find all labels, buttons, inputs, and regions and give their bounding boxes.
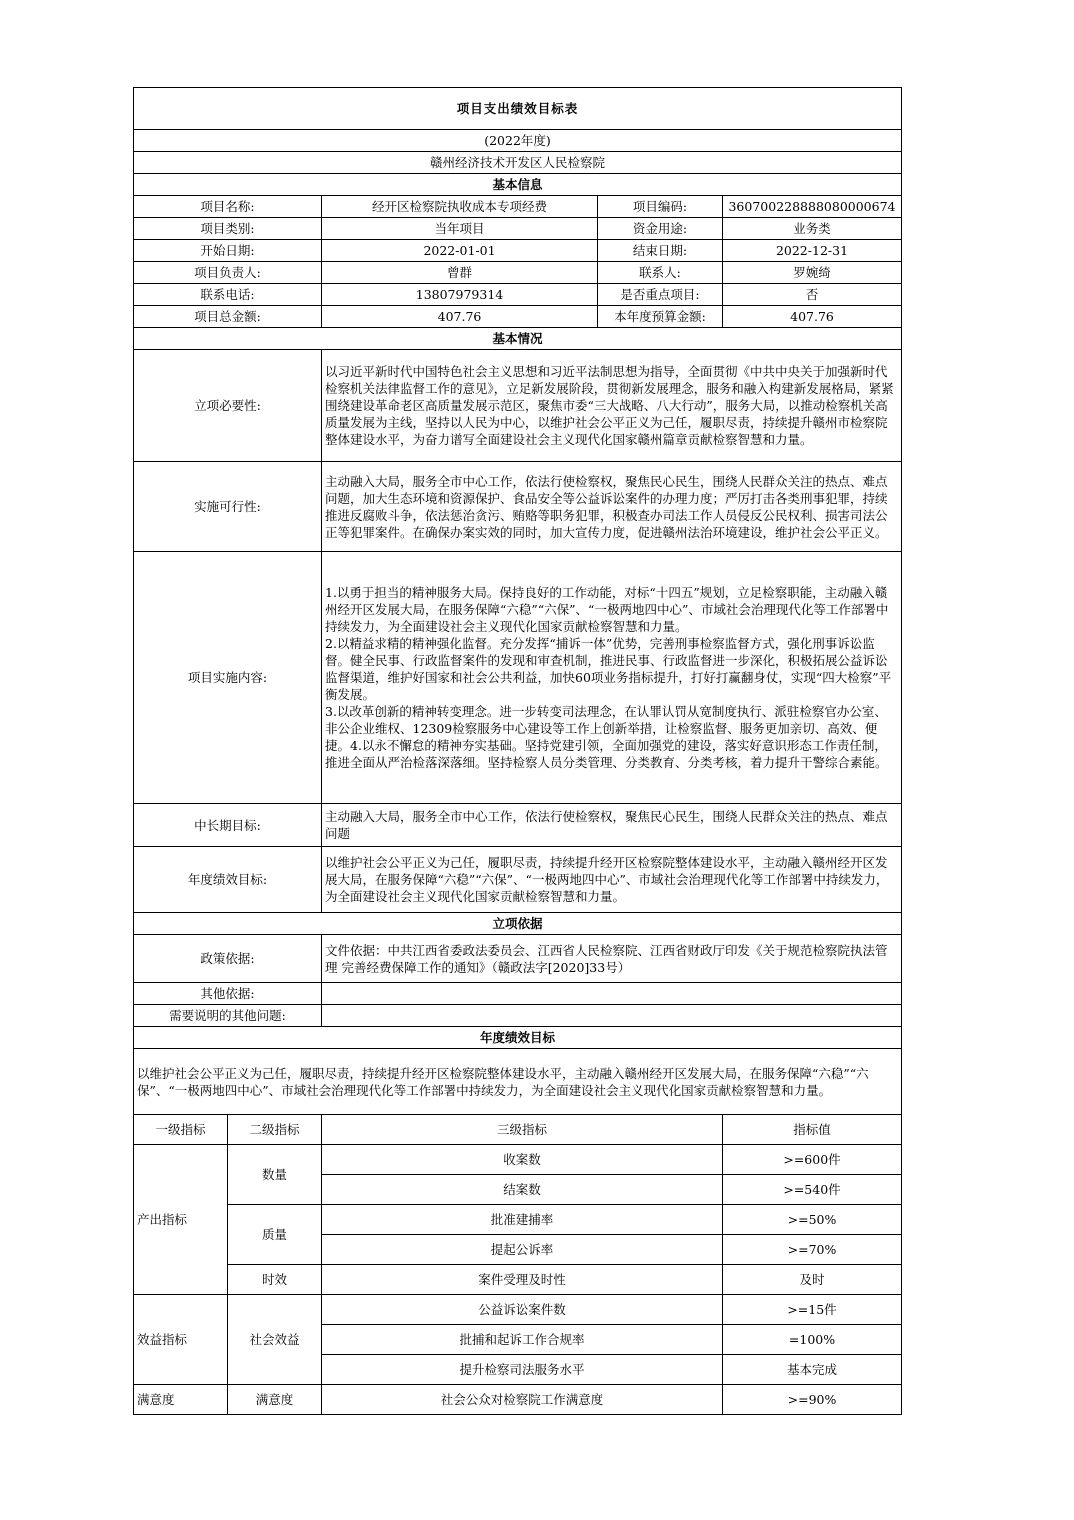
- indicator-value: >=540件: [723, 1175, 902, 1205]
- section-basic-info: 基本信息: [134, 174, 902, 196]
- level2-quality: 质量: [228, 1205, 322, 1265]
- table-row: [134, 1145, 902, 1175]
- content-item-1: 1.以勇于担当的精神服务大局。保持良好的工作动能，对标“十四五”规划，立足检察职能，主动融入赣州经开区发展大局，在服务保障“六稳”“六保”、“一极两地四中心”、市域社会治理现代化等工作部署中持续发力，为全面建设社会主义现代化国家贡献检察智慧和力量。: [325, 585, 889, 634]
- midlong-target-text: 主动融入大局，服务全市中心工作，依法行使检察权，聚焦民心民生，围绕人民群众关注的热点、难点问题: [322, 804, 902, 847]
- project-code-value: 360700228888080000674: [723, 196, 902, 218]
- indicator-name: 结案数: [322, 1175, 723, 1205]
- project-name-value: 经开区检察院执收成本专项经费: [322, 196, 598, 218]
- level2-satisfaction: 满意度: [228, 1385, 322, 1415]
- end-date-value: 2022-12-31: [723, 240, 902, 262]
- content-label: 项目实施内容:: [134, 552, 322, 804]
- end-date-label: 结束日期:: [598, 240, 723, 262]
- info-row: [134, 196, 902, 218]
- annual-target-summary: 以维护社会公平正义为己任，履职尽责，持续提升经开区检察院整体建设水平，主动融入赣州经开区发展大局，在服务保障“六稳”“六保”、“一极两地四中心”、市域社会治理现代化等工作部署中持续发力，为全面建设社会主义现代化国家贡献检察智慧和力量。: [134, 1049, 902, 1115]
- content-item-2: 2.以精益求精的精神强化监督。充分发挥“捕诉一体”优势，完善刑事检察监督方式，强化刑事诉讼监督。健全民事、行政监督案件的发现和审查机制，推进民事、行政监督进一步深化，积极拓展公益诉讼监督渠道，维护好国家和社会公共利益，加快60项业务指标提升，打好打赢翻身仗，实现“四大检察”平衡发展。: [325, 636, 892, 702]
- table-row: [134, 1385, 902, 1415]
- indicator-value: 及时: [723, 1265, 902, 1295]
- info-row: [134, 306, 902, 328]
- indicator-name: 提起公诉率: [322, 1235, 723, 1265]
- necessity-text: 以习近平新时代中国特色社会主义思想和习近平法制思想为指导，全面贯彻《中共中央关于加强新时代检察机关法律监督工作的意见》，立足新发展阶段，贯彻新发展理念，服务和融入构建新发展格局，紧紧围绕建设革命老区高质量发展示范区，聚焦市委“三大战略、八大行动”，服务大局，以推动检察机关高质量发展为主线，坚持以人民为中心，以维护社会公平正义为己任，履职尽责，持续提升赣州市检察院整体建设水平，为奋力谱写全面建设社会主义现代化国家赣州篇章贡献检察智慧和力量。: [322, 350, 902, 462]
- leader-label: 项目负责人:: [134, 262, 322, 284]
- other-issues-value: [322, 1005, 902, 1027]
- info-row: [134, 262, 902, 284]
- indicator-value: >=15件: [723, 1295, 902, 1325]
- level1-satisfaction: 满意度: [134, 1385, 228, 1415]
- leader-value: 曾群: [322, 262, 598, 284]
- policy-basis-text: 文件依据：中共江西省委政法委员会、江西省人民检察院、江西省财政厅印发《关于规范检察院执法管理 完善经费保障工作的通知》（赣政法字[2020]33号）: [322, 935, 902, 983]
- feasibility-text: 主动融入大局，服务全市中心工作，依法行使检察权，聚焦民心民生，围绕人民群众关注的热点、难点问题，加大生态环境和资源保护、食品安全等公益诉讼案件的办理力度；严厉打击各类刑事犯罪，持续推进反腐败斗争，依法惩治贪污、贿赂等职务犯罪，积极查办司法工作人员侵反公民权利、损害司法公正等犯罪案件。在确保办案实效的同时，加大宣传力度，促进赣州法治环境建设，维护社会公平正义。: [322, 462, 902, 552]
- level1-output: 产出指标: [134, 1145, 228, 1295]
- project-name-label: 项目名称:: [134, 196, 322, 218]
- indicator-name: 提升检察司法服务水平: [322, 1355, 723, 1385]
- info-row: [134, 240, 902, 262]
- content-text: [322, 552, 902, 804]
- table-row: [134, 1265, 902, 1295]
- section-basis: 立项依据: [134, 913, 902, 935]
- other-basis-label: 其他依据:: [134, 983, 322, 1005]
- header-level1: 一级指标: [134, 1115, 228, 1145]
- project-type-value: 当年项目: [322, 218, 598, 240]
- project-code-label: 项目编码:: [598, 196, 723, 218]
- table-row: [134, 1295, 902, 1325]
- fund-use-value: 业务类: [723, 218, 902, 240]
- start-date-value: 2022-01-01: [322, 240, 598, 262]
- indicator-value: 基本完成: [723, 1355, 902, 1385]
- indicator-name: 批准建捕率: [322, 1205, 723, 1235]
- page-title: 项目支出绩效目标表: [134, 88, 902, 130]
- header-level2: 二级指标: [228, 1115, 322, 1145]
- indicator-name: 案件受理及时性: [322, 1265, 723, 1295]
- header-value: 指标值: [723, 1115, 902, 1145]
- policy-basis-label: 政策依据:: [134, 935, 322, 983]
- project-type-label: 项目类别:: [134, 218, 322, 240]
- content-item-3: 3.以改革创新的精神转变理念。进一步转变司法理念，在认罪认罚从宽制度执行、派驻检察官办公室、非公企业维权、12309检察服务中心建设等工作上创新举措，让检察监督、服务更加亲切、高效、便捷。4.以永不懈怠的精神夯实基础。坚持党建引领，全面加强党的建设，落实好意识形态工作责任制，推进全面从严治检落深落细。坚持检察人员分类管理、分类教育、分类考核，着力提升干警综合素能。: [325, 704, 888, 770]
- performance-target-table: [133, 87, 902, 1415]
- fund-use-label: 资金用途:: [598, 218, 723, 240]
- annual-budget-value: 407.76: [723, 306, 902, 328]
- level2-timeliness: 时效: [228, 1265, 322, 1295]
- level2-social: 社会效益: [228, 1295, 322, 1385]
- table-row: [134, 1205, 902, 1235]
- start-date-label: 开始日期:: [134, 240, 322, 262]
- section-annual-target: 年度绩效目标: [134, 1027, 902, 1049]
- indicator-name: 社会公众对检察院工作满意度: [322, 1385, 723, 1415]
- other-issues-label: 需要说明的其他问题:: [134, 1005, 322, 1027]
- annual-budget-label: 本年度预算金额:: [598, 306, 723, 328]
- indicator-value: >=70%: [723, 1235, 902, 1265]
- organization-name: 赣州经济技术开发区人民检察院: [134, 152, 902, 174]
- midlong-target-label: 中长期目标:: [134, 804, 322, 847]
- phone-label: 联系电话:: [134, 284, 322, 306]
- info-row: [134, 284, 902, 306]
- phone-value: 13807979314: [322, 284, 598, 306]
- info-row: [134, 218, 902, 240]
- fiscal-year: (2022年度): [134, 130, 902, 152]
- indicator-value: >=50%: [723, 1205, 902, 1235]
- level2-quantity: 数量: [228, 1145, 322, 1205]
- indicator-value: >=600件: [723, 1145, 902, 1175]
- indicator-name: 批捕和起诉工作合规率: [322, 1325, 723, 1355]
- indicator-name: 公益诉讼案件数: [322, 1295, 723, 1325]
- key-project-label: 是否重点项目:: [598, 284, 723, 306]
- feasibility-label: 实施可行性:: [134, 462, 322, 552]
- indicator-header-row: [134, 1115, 902, 1145]
- necessity-label: 立项必要性:: [134, 350, 322, 462]
- annual-target-label: 年度绩效目标:: [134, 847, 322, 913]
- total-amount-label: 项目总金额:: [134, 306, 322, 328]
- total-amount-value: 407.76: [322, 306, 598, 328]
- annual-target-text: 以维护社会公平正义为己任，履职尽责，持续提升经开区检察院整体建设水平，主动融入赣州经开区发展大局，在服务保障“六稳”“六保”、“一极两地四中心”、市域社会治理现代化等工作部署中持续发力，为全面建设社会主义现代化国家贡献检察智慧和力量。: [322, 847, 902, 913]
- indicator-value: =100%: [723, 1325, 902, 1355]
- section-basic-situation: 基本情况: [134, 328, 902, 350]
- contact-value: 罗婉绮: [723, 262, 902, 284]
- key-project-value: 否: [723, 284, 902, 306]
- level1-benefit: 效益指标: [134, 1295, 228, 1385]
- header-level3: 三级指标: [322, 1115, 723, 1145]
- contact-label: 联系人:: [598, 262, 723, 284]
- indicator-value: >=90%: [723, 1385, 902, 1415]
- other-basis-value: [322, 983, 902, 1005]
- indicator-name: 收案数: [322, 1145, 723, 1175]
